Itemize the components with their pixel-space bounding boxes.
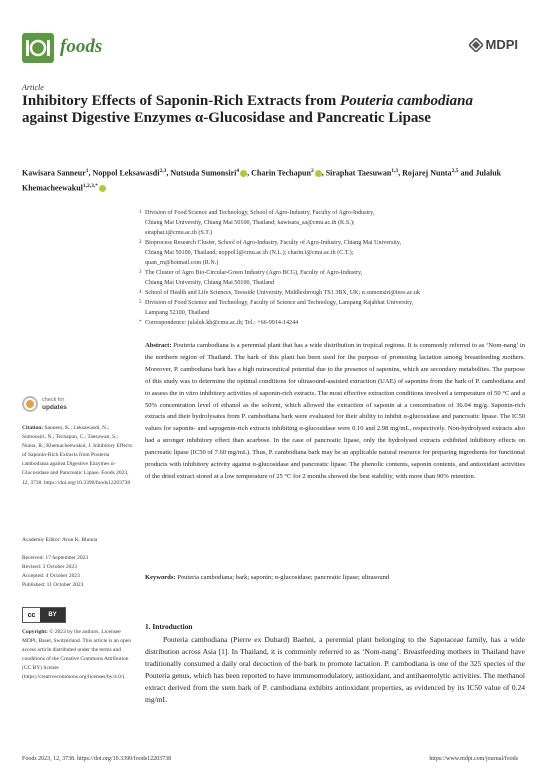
abstract-label: Abstract: xyxy=(145,342,172,349)
affiliation-line: Chiang Mai 50100, Thailand; noppol.l@cmu.ac.th (N.L.); charin.t@cmu.ac.th (C.T.); xyxy=(145,250,354,256)
copyright-text: © 2023 by the authors. Licensee MDPI, Basel, Switzerland. This article is an open access article distributed under the terms and conditions of the Creative Commons Attribution (CC BY) license (https://creativecommons.org/licenses/by/4.0/). xyxy=(22,629,131,681)
author-sup: 2,5 xyxy=(451,168,459,174)
author-sup: 1,3 xyxy=(391,168,399,174)
author-3[interactable]: , Nutsuda Sumonsiri xyxy=(166,168,237,178)
keywords-label: Keywords: xyxy=(145,574,176,581)
affiliation-line: 4 School of Health and Life Sciences, Teesside University, Middlesbrough TS1 3BX, UK; n.sumonsiri@tees.ac.uk xyxy=(139,290,421,296)
date-accepted: Accepted: 4 October 2023 xyxy=(22,573,80,580)
journal-name: foods xyxy=(60,36,103,57)
affiliation-line: siraphat.t@cmu.ac.th (S.T.) xyxy=(145,230,213,236)
author-4[interactable]: , Charin Techapun xyxy=(247,168,311,178)
affiliation-line: 1 Division of Food Science and Technology, School of Agro-Industry, Faculty of Agro-Industry, xyxy=(139,210,375,216)
keywords-text: Pouteria cambodiana; bark; saponin; α-glucosidase; pancreatic lipase; ultrasound xyxy=(175,574,390,581)
citation-block xyxy=(22,424,134,488)
author-6[interactable]: , Rojarej Nunta xyxy=(398,168,452,178)
affiliation-line: 3 The Cluster of Agro Bio-Circular-Green Industry (Agro BCG), Faculty of Agro-Industry, xyxy=(139,270,363,276)
academic-editor: Academic Editor: Arun K. Bhunia xyxy=(22,537,98,543)
author-sup: 2,3 xyxy=(159,168,167,174)
affiliation-line: 5 Division of Food Science and Technology, Faculty of Science and Technology, Lampang Rajabhat University, xyxy=(139,300,414,306)
author-5[interactable]: , Siraphat Taesuwan xyxy=(321,168,392,178)
orcid-icon[interactable] xyxy=(315,170,322,177)
affiliation-line: Chiang Mai University, Chiang Mai 50100, Thailand xyxy=(145,280,275,286)
affiliation-list xyxy=(139,208,525,328)
keywords xyxy=(145,573,525,583)
abstract-text: Pouteria cambodiana is a perennial plant that has a wide distribution in tropical regions. It is commonly referred to as ‘Nom-nang’ in the northern region of Thailand. The bark of this plant has been used for the purpose of promoting lactation among breastfeeding mothers. Moreover, P. cambodiana bark has a high nutraceutical potential due to the presence of saponins, which are secondary metabolites. The purpose of this study was to determine the optimal conditions for ultrasound-assisted extraction (UAE) of saponins from the bark of P. cambodiana and to assess the in vitro inhibitory activities of saponin-rich extracts. The most effective extraction conditions involved a temperature of 50 °C and a 50% concentration level of ethanol as the solvent, which allowed the extraction of saponin at a concentration of 36.04 mg/g. Saponin-rich extracts and their hydrolysates from P. cambodiana bark were evaluated for their ability to inhibit α-glucosidase and pancreatic lipase. The IC50 values for saponin- and sapogenin-rich extracts inhibiting α-glucosidase were 0.10 and 2.98 mg/mL, respectively. Non-hydrolysed extracts also had a stronger inhibitory effect than acarbose. In the case of pancreatic lipase, only the hydrolysed extracts exhibited inhibitory effects on pancreatic lipase (IC50 of 7.60 mg/mL). Thus, P. cambodiana bark may be an applicable natural resource for preparing ingredients for functional products with inhibitory activity against α-glucosidase and pancreatic lipase. The phenolic contents, saponin contents, and antioxidant activities of the dried extract stored at a low temperature of 25 °C for 2 months showed the best stability, with more than 90% retention. xyxy=(145,342,525,480)
date-revised: Revised: 3 October 2023 xyxy=(22,564,77,571)
cc-by-license-icon[interactable]: cc BY xyxy=(22,607,66,623)
author-sup: 1 xyxy=(85,168,89,174)
copyright-block xyxy=(22,628,134,683)
mdpi-icon xyxy=(469,38,483,52)
author-sup: 4 xyxy=(236,168,240,174)
section-heading-introduction: 1. Introduction xyxy=(145,622,193,631)
foods-logo-icon xyxy=(22,33,54,63)
date-received: Received: 17 September 2023 xyxy=(22,555,89,561)
article-type: Article xyxy=(22,83,44,92)
check-updates-label: check for updates xyxy=(42,397,67,411)
author-7[interactable]: and Julaluk Khemacheewakul xyxy=(22,168,502,193)
introduction-text: Pouteria cambodiana (Pierre ex Dubard) Baehni, a perennial plant belonging to the Sapotaceae family, has a wide distribution across Asia [1]. In Thailand, it is commonly referred to as ‘Nom-nang’. Breastfeeding mothers in Thailand have traditionally consumed a daily oral decoction of the bark to promote lactation. P. cambodiana is one of the 325 species of the Pouteria genus, which has been reported to have immunomodulatory, antioxidant, and antihaemolytic activities. The methanol extract derived from the stem bark of P. cambodiana exhibits antioxidant properties, as evidenced by its IC50 value of 0.24 mg/mL xyxy=(145,635,525,704)
author-list xyxy=(22,165,522,194)
title-part-1: Inhibitory Effects of Saponin-Rich Extracts from xyxy=(22,93,341,109)
affiliation-line: quan_rn@hotmail.com (R.N.) xyxy=(145,260,219,266)
author-sup: 1,2,3,* xyxy=(82,182,99,189)
article-title xyxy=(22,93,522,127)
orcid-icon[interactable] xyxy=(99,185,106,192)
footer-citation[interactable]: Foods 2023, 12, 3738. https://doi.org/10.3390/foods12203738 xyxy=(22,756,172,762)
affiliation-line: Chiang Mai University, Chiang Mai 50100, Thailand; kawisara_sa@cmu.ac.th (K.S.); xyxy=(145,220,355,226)
abstract xyxy=(145,340,525,483)
citation-text: Sanneur, K.; Leksawasdi, N.; Sumonsiri, N.; Techapun, C.; Taesuwan, S.; Nunta, R.; Khemacheewakul, J. Inhibitory Effects of Saponin-Rich Extracts from Pouteria cambodiana against Digestive Enzymes α-Glucosidase and Pancreatic Lipase. Foods 2023, 12, 3738. https://doi.org/10.3390/foods12203738 xyxy=(22,425,133,486)
correspondence-line: * Correspondence: julaluk.kh@cmu.ac.th; Tel.: +66-9914-14244 xyxy=(139,320,299,326)
author-2[interactable]: , Noppol Leksawasdi xyxy=(88,168,160,178)
title-part-2: against Digestive Enzymes α-Glucosidase and Pancreatic Lipase xyxy=(22,110,431,126)
date-published: Published: 11 October 2023 xyxy=(22,582,84,589)
citation-label: Citation: xyxy=(22,425,44,431)
footer-journal-link[interactable]: https://www.mdpi.com/journal/foods xyxy=(429,756,518,762)
dates-block xyxy=(22,554,134,590)
mdpi-logo xyxy=(469,37,519,52)
affiliation-line: 2 Bioprocess Research Cluster, School of Agro-Industry, Faculty of Agro-Industry, Chiang Mai University, xyxy=(139,240,401,246)
publisher-name: MDPI xyxy=(485,37,518,52)
author-1[interactable]: Kawisara Sanneur xyxy=(22,168,86,178)
check-for-updates-button[interactable] xyxy=(22,396,67,412)
copyright-label: Copyright: xyxy=(22,629,48,635)
affiliation-line: Lampang 52100, Thailand xyxy=(145,310,210,316)
check-updates-icon xyxy=(22,396,38,412)
title-species: Pouteria cambodiana xyxy=(340,93,473,109)
author-sup: 2 xyxy=(310,168,314,174)
